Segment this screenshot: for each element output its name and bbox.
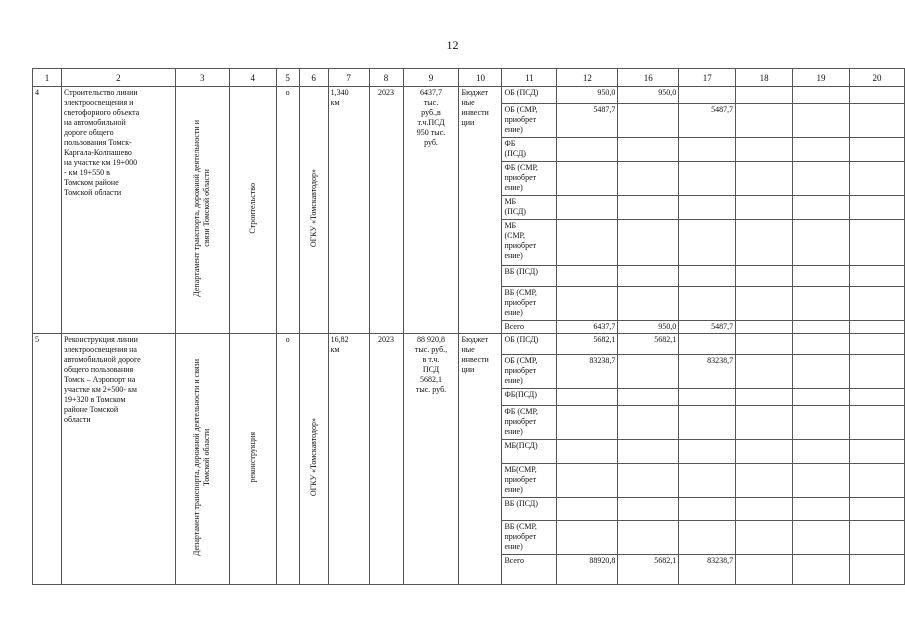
value-col-12 — [557, 196, 618, 220]
value-col-19 — [793, 266, 850, 287]
column-number-cell: 11 — [502, 69, 557, 87]
work-type-text: реконструкция — [247, 432, 257, 483]
value-col-12: 5682,1 — [557, 334, 618, 355]
column-number-cell: 10 — [459, 69, 502, 87]
value-col-17 — [679, 162, 736, 196]
value-col-19 — [793, 87, 850, 104]
column-number-cell: 12 — [557, 69, 618, 87]
funding-source: ОБ (СМР, приобрет ение) — [502, 104, 557, 138]
value-col-20 — [849, 196, 904, 220]
value-col-12 — [557, 389, 618, 406]
value-col-17: 83238,7 — [679, 555, 736, 585]
project-row — [33, 87, 905, 104]
value-col-17 — [679, 440, 736, 464]
funding-source: Всего — [502, 555, 557, 585]
funding-type-cell: Бюджет ные инвести ции — [459, 87, 502, 334]
value-col-20 — [849, 389, 904, 406]
column-number-cell: 20 — [849, 69, 904, 87]
value-col-16 — [618, 138, 679, 162]
value-col-19 — [793, 287, 850, 321]
value-col-18 — [736, 287, 793, 321]
funding-source: ФБ(ПСД) — [502, 389, 557, 406]
year-cell: 2023 — [369, 334, 403, 585]
value-col-20 — [849, 334, 904, 355]
value-col-19 — [793, 521, 850, 555]
value-col-12: 88920,8 — [557, 555, 618, 585]
funding-source: ВБ (ПСД) — [502, 498, 557, 521]
project-number: 4 — [33, 87, 62, 334]
value-col-17: 5487,7 — [679, 104, 736, 138]
col5-cell: о — [276, 87, 299, 334]
column-number-cell: 9 — [403, 69, 459, 87]
value-col-16: 950,0 — [618, 321, 679, 334]
project-row — [33, 334, 905, 355]
value-col-12 — [557, 287, 618, 321]
value-col-18 — [736, 138, 793, 162]
cost-cell: 88 920,8 тыс. руб., в т.ч. ПСД 5682,1 тыс. руб. — [403, 334, 459, 585]
value-col-17 — [679, 406, 736, 440]
value-col-17 — [679, 498, 736, 521]
value-col-18 — [736, 196, 793, 220]
column-number-cell: 16 — [618, 69, 679, 87]
value-col-20 — [849, 321, 904, 334]
value-col-20 — [849, 464, 904, 498]
funding-source: ВБ (СМР, приобрет ение) — [502, 521, 557, 555]
customer-text: ОГКУ «Томскавтодор» — [308, 169, 318, 248]
funding-source: Всего — [502, 321, 557, 334]
value-col-19 — [793, 220, 850, 266]
value-col-17 — [679, 389, 736, 406]
funding-source: ФБ (СМР, приобрет ение) — [502, 162, 557, 196]
col5-cell: о — [276, 334, 299, 585]
department-cell — [175, 87, 229, 334]
value-col-19 — [793, 498, 850, 521]
value-col-20 — [849, 138, 904, 162]
work-type-cell — [229, 87, 276, 334]
value-col-20 — [849, 440, 904, 464]
value-col-20 — [849, 555, 904, 585]
value-col-16 — [618, 389, 679, 406]
value-col-19 — [793, 440, 850, 464]
page-number: 12 — [446, 38, 459, 52]
length-cell: 16,82 км — [328, 334, 369, 585]
value-col-12: 6437,7 — [557, 321, 618, 334]
value-col-16 — [618, 287, 679, 321]
value-col-19 — [793, 138, 850, 162]
value-col-17 — [679, 521, 736, 555]
value-col-16 — [618, 162, 679, 196]
column-number-cell: 1 — [33, 69, 62, 87]
value-col-17 — [679, 464, 736, 498]
value-col-18 — [736, 334, 793, 355]
investment-table — [32, 68, 905, 585]
cost-cell: 6437,7 тыс. руб.,в т.ч.ПСД 950 тыс. руб. — [403, 87, 459, 334]
value-col-18 — [736, 521, 793, 555]
value-col-20 — [849, 220, 904, 266]
value-col-12: 83238,7 — [557, 355, 618, 389]
value-col-18 — [736, 220, 793, 266]
value-col-16: 5682,1 — [618, 555, 679, 585]
value-col-17 — [679, 334, 736, 355]
column-number-row — [33, 69, 905, 87]
funding-source: ФБ (ПСД) — [502, 138, 557, 162]
value-col-16 — [618, 406, 679, 440]
value-col-20 — [849, 162, 904, 196]
value-col-12 — [557, 464, 618, 498]
value-col-18 — [736, 321, 793, 334]
value-col-18 — [736, 440, 793, 464]
value-col-20 — [849, 87, 904, 104]
value-col-18 — [736, 389, 793, 406]
project-name: Строительство линии электроосвещения и светофорного объекта на автомобильной дороге общего пользования Томск- Каргала-Колпашево на участке км 19+000 - км 19+550 в Томском районе Томской области — [61, 87, 175, 334]
department-text: Департамент транспорта, дорожной деятельности и связи Томской области — [192, 120, 212, 297]
value-col-18 — [736, 355, 793, 389]
value-col-20 — [849, 498, 904, 521]
value-col-17: 83238,7 — [679, 355, 736, 389]
value-col-18 — [736, 464, 793, 498]
value-col-12 — [557, 498, 618, 521]
value-col-17: 5487,7 — [679, 321, 736, 334]
value-col-12 — [557, 266, 618, 287]
length-cell: 1,340 км — [328, 87, 369, 334]
value-col-12 — [557, 138, 618, 162]
funding-source: ОБ (СМР, приобрет ение) — [502, 355, 557, 389]
value-col-16 — [618, 464, 679, 498]
value-col-16: 950,0 — [618, 87, 679, 104]
column-number-cell: 18 — [736, 69, 793, 87]
funding-source: МБ (СМР, приобрет ение) — [502, 220, 557, 266]
value-col-16 — [618, 196, 679, 220]
value-col-16 — [618, 355, 679, 389]
funding-source: ОБ (ПСД) — [502, 87, 557, 104]
value-col-19 — [793, 389, 850, 406]
customer-text: ОГКУ «Томскавтодор» — [308, 418, 318, 497]
value-col-12 — [557, 521, 618, 555]
value-col-17 — [679, 287, 736, 321]
value-col-17 — [679, 220, 736, 266]
funding-source: МБ(СМР, приобрет ение) — [502, 464, 557, 498]
column-number-cell: 5 — [276, 69, 299, 87]
project-name: Реконструкция линии электроосвещения на автомобильной дороге общего пользования Томск – Аэропорт на участке км 2+500- км 19+320 в Томском районе Томской области — [61, 334, 175, 585]
column-number-cell: 7 — [328, 69, 369, 87]
value-col-12 — [557, 440, 618, 464]
value-col-18 — [736, 162, 793, 196]
column-number-cell: 6 — [299, 69, 328, 87]
value-col-20 — [849, 406, 904, 440]
value-col-12 — [557, 162, 618, 196]
value-col-17 — [679, 266, 736, 287]
value-col-20 — [849, 521, 904, 555]
value-col-12 — [557, 220, 618, 266]
value-col-19 — [793, 104, 850, 138]
value-col-18 — [736, 104, 793, 138]
value-col-17 — [679, 138, 736, 162]
funding-type-cell: Бюджет ные инвести ции — [459, 334, 502, 585]
customer-cell — [299, 334, 328, 585]
year-cell: 2023 — [369, 87, 403, 334]
value-col-16 — [618, 266, 679, 287]
value-col-18 — [736, 555, 793, 585]
value-col-19 — [793, 406, 850, 440]
value-col-19 — [793, 321, 850, 334]
customer-cell — [299, 87, 328, 334]
value-col-17 — [679, 87, 736, 104]
value-col-12: 5487,7 — [557, 104, 618, 138]
value-col-20 — [849, 266, 904, 287]
value-col-16: 5682,1 — [618, 334, 679, 355]
column-number-cell: 17 — [679, 69, 736, 87]
column-number-cell: 19 — [793, 69, 850, 87]
value-col-18 — [736, 87, 793, 104]
value-col-20 — [849, 287, 904, 321]
value-col-19 — [793, 334, 850, 355]
work-type-text: Строительство — [247, 183, 257, 234]
column-number-cell: 8 — [369, 69, 403, 87]
work-type-cell — [229, 334, 276, 585]
funding-source: ФБ (СМР, приобрет ение) — [502, 406, 557, 440]
column-number-cell: 2 — [61, 69, 175, 87]
value-col-12 — [557, 406, 618, 440]
value-col-16 — [618, 440, 679, 464]
funding-source: ВБ (СМР, приобрет ение) — [502, 287, 557, 321]
value-col-18 — [736, 266, 793, 287]
value-col-19 — [793, 464, 850, 498]
value-col-17 — [679, 196, 736, 220]
funding-source: МБ(ПСД) — [502, 440, 557, 464]
department-text: Департамент транспорта, дорожной деятельности и связи Томской области — [192, 358, 212, 557]
value-col-19 — [793, 162, 850, 196]
funding-source: МБ (ПСД) — [502, 196, 557, 220]
project-number: 5 — [33, 334, 62, 585]
value-col-16 — [618, 498, 679, 521]
value-col-18 — [736, 406, 793, 440]
value-col-16 — [618, 220, 679, 266]
value-col-16 — [618, 104, 679, 138]
value-col-20 — [849, 104, 904, 138]
value-col-19 — [793, 196, 850, 220]
value-col-20 — [849, 355, 904, 389]
department-cell — [175, 334, 229, 585]
column-number-cell: 4 — [229, 69, 276, 87]
funding-source: ВБ (ПСД) — [502, 266, 557, 287]
column-number-cell: 3 — [175, 69, 229, 87]
table-body — [33, 69, 905, 585]
value-col-12: 950,0 — [557, 87, 618, 104]
funding-source: ОБ (ПСД) — [502, 334, 557, 355]
value-col-18 — [736, 498, 793, 521]
value-col-19 — [793, 555, 850, 585]
value-col-19 — [793, 355, 850, 389]
value-col-16 — [618, 521, 679, 555]
